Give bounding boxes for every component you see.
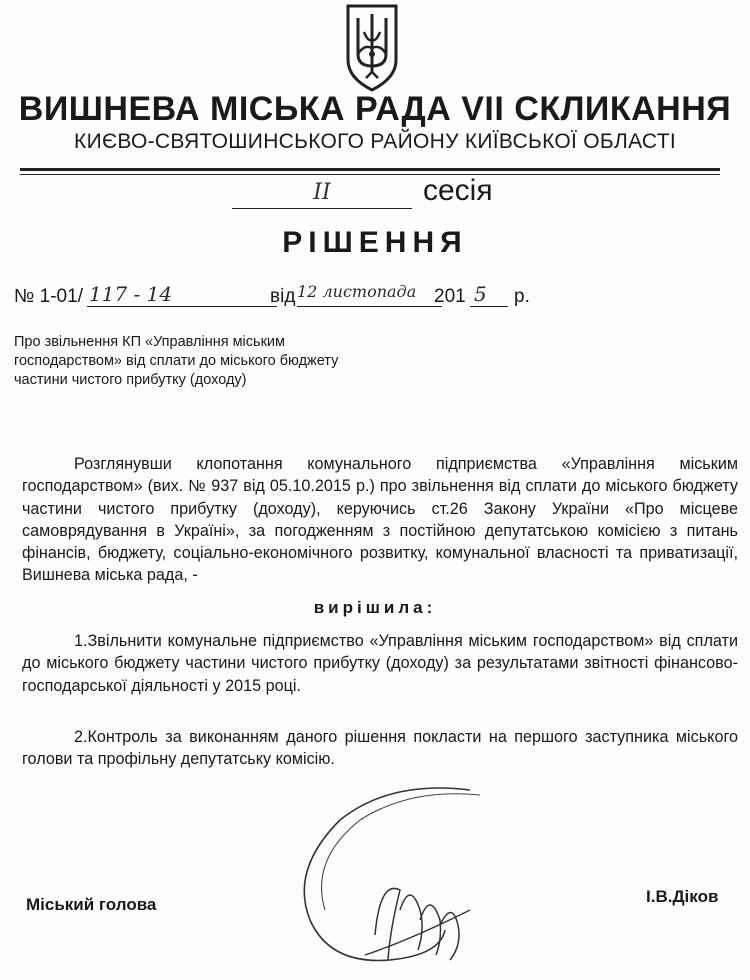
decision-year-field [470,282,508,307]
header-rule-thick [20,168,720,171]
decision-subject [14,333,414,390]
decision-number-row [14,282,734,312]
mayor-title: Міський голова [26,895,157,914]
subject-line: частини чистого прибутку (доходу) [14,372,247,388]
mayor-name: І.В.Діков [646,887,719,906]
subject-line: господарством» від сплати до міського бюджету [14,353,339,369]
preamble-paragraph: Розглянувши клопотання комунального підприємства «Управління міським господарством» (вих. № 937 від 05.10.2015 р.) про звільнення від сплати до міського бюджету частини чистого прибутку (доходу), керуючись ст.26 Закону України «Про місцеве самоврядування в Україні», за погодженням з постійною депутатською комісією з питань фінансів, бюджету, соціально-економічного розвитку, комунальної власності та приватизації, Вишнева міська рада, - [22,455,738,585]
decision-item-1: 1.Звільнити комунальне підприємство «Управління міським господарством» від сплати до міського бюджету частини чистого прибутку (доходу) за результатами звітності фінансово-господарської діяльності у 2015 році. [22,632,738,695]
decision-number-field [87,282,277,307]
decision-year-suffix: р. [514,286,530,307]
decision-year-prefix: 201 [434,286,466,307]
handwritten-signature-icon [270,760,510,980]
decision-year-handwritten: 5 [474,282,487,306]
decision-date-handwritten: 12 листопада [297,282,417,301]
decision-item-2: 2.Контроль за виконанням даного рішення покласти на першого заступника міського голови та профільну депутатську комісію. [22,728,738,769]
resolved-label: вирішила: [313,598,437,617]
decision-date-field [297,282,442,307]
header-rule-thin [20,174,720,175]
decision-number-handwritten: 117 - 14 [89,282,173,306]
session-label: сесія [423,174,493,207]
trident-coat-of-arms-icon [340,2,404,94]
council-subtitle: КИЄВО-СВЯТОШИНСЬКОГО РАЙОНУ КИЇВСЬКОЇ ОБЛАСТІ [74,130,676,153]
session-number: ІІ [313,180,331,205]
subject-line: Про звільнення КП «Управління міським [14,334,285,350]
council-title: ВИШНЕВА МІСЬКА РАДА VII СКЛИКАННЯ [18,90,732,128]
decision-title: РІШЕННЯ [282,226,468,259]
decision-number-prefix: № 1-01/ [14,286,83,307]
decision-date-prefix: від [270,286,296,307]
